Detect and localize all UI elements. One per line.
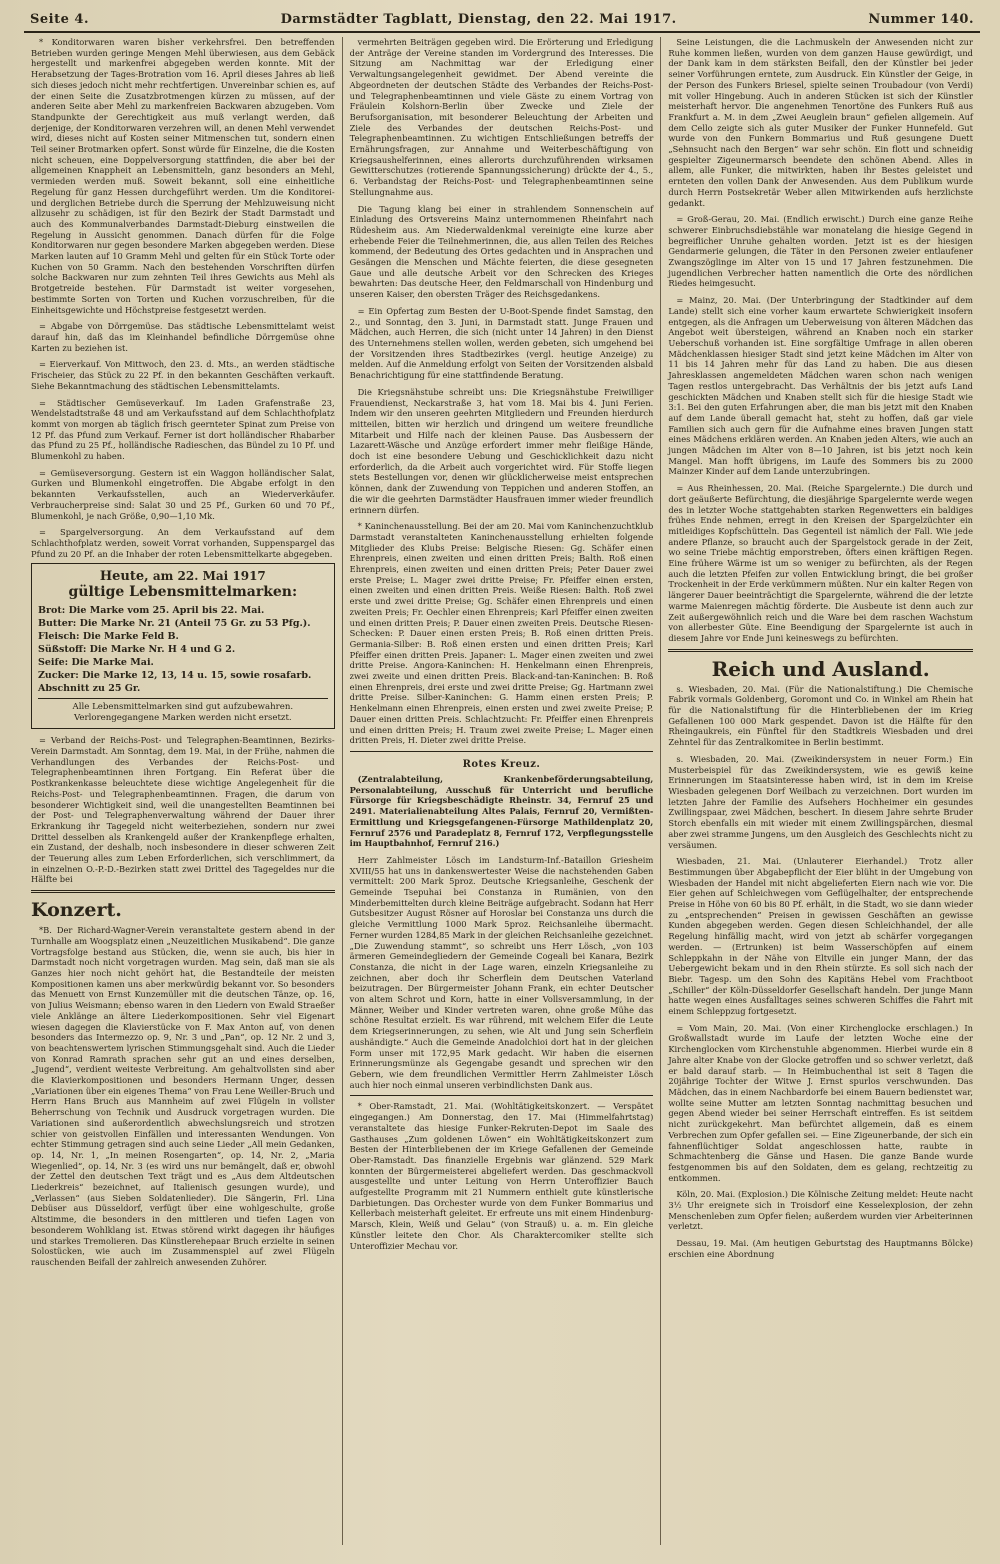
article-gemueseverkauf: = Städtischer Gemüseverkauf. Im Laden Grafenstraße 23, Wendelstadtstraße 48 und am Verkaufsstand auf dem Schlachthofplatz kommt von morgen ab täglich frisch geernteter Spinat zum Preise von 12 Pf. das Pfund zum Verkauf. Ferner ist dort holländischer Rhabarber das Pfund zu 25 Pf., holländische Radieschen, das Bündel zu 10 Pf. und Blumenkohl zu haben. bbox=[31, 397, 335, 462]
stamp-row-seife: Seife: Die Marke Mai. bbox=[38, 657, 154, 669]
page-number-label: Seite 4. bbox=[30, 12, 89, 27]
stamp-row-fleisch: Fleisch: Die Marke Feld B. bbox=[38, 631, 179, 643]
article-wiesbaden-eierhandel: Wiesbaden, 21. Mai. (Unlauterer Eierhandel.) Trotz aller Bestimmungen über Abgabepflicht der Eier blüht in der Umgebung von Wiesbaden der Handel mit nicht abgelieferten Eiern nach wie vor. Die Eier gehen auf Schleichwegen vom Geflügelhalter, der entsprechende Preise in Höhe von 60 bis 80 Pf. erhält, in die Stadt, wo sie dann wieder zu „entsprechenden“ Preisen in gewissen Geschäften an gewisse Kunden abgegeben werden. Gegen diesen Schleichhandel, der alle Regelung hinfällig macht, wird von jetzt ab schärfer vorgegangen werden. — (Ertrunken) ist beim Wasserschöpfen auf einem Schleppkahn in der Nähe von Eltville ein junger Mann, der das Uebergewicht bekam und in den Rhein stürzte. Es soll sich nach der Biebr. Tagesp. um den Sohn des Kapitäns Hebel vom Frachtboot „Schiller“ der Köln-Düsseldorfer Gesellschaft handeln. Der junge Mann hatte wegen eines Ausfalltages seines schweren Schiffes die Fahrt mit einem Schleppzug fortgesetzt. bbox=[668, 856, 973, 1017]
column-1 bbox=[24, 37, 343, 1545]
article-mainz: = Mainz, 20. Mai. (Der Unterbringung der Stadtkinder auf dem Lande) stellt sich eine vorher kaum erwartete Schwierigkeit insofern entgegen, als die Anfragen um Ueberweisung von älteren Mädchen das Angebot weit übersteigen, während an Knaben noch ein starker Ueberschuß vorhanden ist. Eine sorgfältige Umfrage in allen oberen Mädchenklassen hiesiger Stadt sind jetzt keine Mädchen im Alter von 11 bis 14 Jahren mehr für das Land zu haben. Die aus diesen Jahresklassen angemeldeten Mädchen waren schon nach wenigen Tagen restlos untergebracht. Das Verhältnis der bis jetzt aufs Land geschickten Mädchen und Knaben stellt sich für die hiesige Stadt wie 3:1. Bei den guten Erfahrungen aber, die man bis jetzt mit den Knaben auf dem Lande überall gemacht hat, steht zu hoffen, daß gar viele Familien sich auch gern für die Aufnahme eines braven Jungen statt eines Mädchens erklären werden. An Knaben jeden Alters, wie auch an jungen Mädchen im Alter von 8—10 Jahren, ist bis jetzt noch kein Mangel. Man hofft übrigens, im Laufe des Sommers bis zu 2000 Mainzer Kinder auf dem Lande unterzubringen. bbox=[668, 295, 973, 477]
article-verband-continued: vermehrten Beiträgen gegeben wird. Die Erörterung und Erledigung der Anträge der Vereine standen im Vordergrund des Interesses. Die Sitzung am Nachmittag war der Erledigung einer Verwaltungsangelegenheit gewidmet. Der Abend vereinte die Abgeordneten der deutschen Städte des Verbandes der Reichs-Post- und Telegraphenbeamtinnen und viele Gäste zu einem Vortrag von Fräulein Kolshorn-Berlin über Zwecke und Ziele der Berufsorganisation, mit besonderer Beleuchtung der Arbeiten und Ziele des Verbandes der deutschen Reichs-Post- und Telegraphenbeamtinnen. Zu wichtigen Entschließungen betreffs der Ernährungsfragen, zur Annahme und Weiterbeschäftigung von Kriegsaushelferinnen, eines allerorts durchzuführenden wirksamen Gewitterschutzes (rotierende Spannungssicherung) drückte der 4., 5., 6. Verbandstag der Reichs-Post- und Telegraphenbeamtinnen seine Stellungnahme aus. bbox=[349, 37, 654, 197]
article-doerrgemuese: = Abgabe von Dörrgemüse. Das städtische Lebensmittelamt weist darauf hin, daß das im Kleinhandel befindliche Dörrgemüse ohne Karten zu beziehen ist. bbox=[31, 321, 335, 353]
article-vom-main: = Vom Main, 20. Mai. (Von einer Kirchenglocke erschlagen.) In Großwallstadt wurde im Laufe der letzten Woche eine der Kirchenglocken vom Kirchenstuhle abgenommen. Hierbei wurde ein 8 Jahre alter Knabe von der Glocke getroffen und so schwer verletzt, daß er bald darauf starb. — In Heimbuchenthal ist seit 8 Tagen die 20jährige Tochter der Witwe J. Ernst spurlos verschwunden. Das Mädchen, das in einem Nachbardorfe bei einem Bauern bedienstet war, wollte seine Mutter am letzten Sonntag nachmittag besuchen und gegen Abend wieder bei seiner Herrschaft eintreffen. Es ist seitdem nicht zurückgekehrt. Man befürchtet allgemein, daß es einem Verbrechen zum Opfer gefallen sei. — Eine Zigeunerbande, der sich ein fahnenflüchtiger Soldat angeschlossen hatte, raubte in Schmachtenberg die Gänse und Hasen. Die ganze Bande wurde festgenommen bis auf den Soldaten, dem es gelang, rechtzeitig zu entkommen. bbox=[668, 1022, 973, 1183]
article-konzert: *B. Der Richard-Wagner-Verein veranstaltete gestern abend in der Turnhalle am Woogsplatz einen „Neuzeitlichen Musikabend“. Die ganze Vortragsfolge bestand aus Stücken, die, wenn sie auch, bis hier in Darmstadt noch nicht vorgetragen wurden. Mag sein, daß man sie als Ganzes hier noch nicht gehört hat, die Bestandteile der meisten Kompositionen kamen uns aber merkwürdig bekannt vor. So besonders das Menuett von Ernst Kunzemüller mit die deutschen Tänze, op. 16, von Julius Weismann; ebenso waren in den Liedern von Ewald Straeßer viele Anklänge an ältere Liederkompositionen. Sehr viel Eigenart wiesen dagegen die Klavierstücke von F. Max Anton auf, von denen besonders das Intermezzo op. 9, Nr. 3 und „Pan“, op. 12 Nr. 2 und 3, von beachtenswertem lyrischen Stimmungsgehalt sind. Auch die Lieder von Konrad Ramrath sprachen sehr gut an und eines derselben, „Jugend“, verdient weiteste Verbreitung. Am gehaltvollsten sind aber die Klavierkompositionen und besonders Hermann Unger, dessen „Variationen über ein eigenes Thema“ von Frau Lene Weiller-Bruch und Herrn Hans Bruch aus Mannheim auf zwei Flügeln in vollster Beherrschung von Technik und Ausdruck vorgetragen wurden. Die Variationen sind außerordentlich abwechslungsreich und strotzen schier von geistvollen Einfällen und interessanten Wendungen. Von echter Stimmung getragen sind auch seine Lieder „All mein Gedanken, op. 14, Nr. 1, „In meinen Rosengarten“, op. 14, Nr. 2, „Maria Wiegenlied“, op. 14, Nr. 3 (es wird uns nur bemängelt, daß er, obwohl der Zettel den deutschen Text trägt und es „Aus dem Altdeutschen Liederkreis“ bezeichnet, auf Italienisch gesungen wurde), und „Verlassen“ (aus Sieben Soldatenlieder). Die Sängerin, Frl. Lina Debüser aus Düsseldorf, verfügt über eine wohlgeschulte, große Altstimme, die besonders in den mittleren und tiefen Lagen von besonderem Wohlklang ist. Etwas störend wirkt dagegen ihr häufiges und starkes Tremolieren. Das Künstlerehepaar Bruch erzielte in seinen Solostücken, wie auch im Zusammenspiel auf zwei Flügeln rauschenden Beifall der zahlreich anwesenden Zuhörer. bbox=[31, 925, 335, 1267]
columns bbox=[24, 37, 980, 1545]
stamp-row-brot: Brot: Die Marke vom 25. April bis 22. Mai. bbox=[38, 605, 265, 617]
article-koeln: Köln, 20. Mai. (Explosion.) Die Kölnische Zeitung meldet: Heute nacht 3½ Uhr ereignete sich in Troisdorf eine Kesselexplosion, der zehn Menschenleben zum Opfer fielen; außerdem wurden vier Arbeiterinnen verletzt. bbox=[668, 1189, 973, 1232]
column-3 bbox=[661, 37, 980, 1545]
article-ober-ramstadt: * Ober-Ramstadt, 21. Mai. (Wohltätigkeitskonzert. — Verspätet eingegangen.) Am Donnerstag, den 17. Mai (Himmelfahrtstag) veranstaltete das hiesige Funker-Rekruten-Depot im Saale des Gasthauses „Zum goldenen Löwen“ ein Wohltätigkeitskonzert zum Besten der Hinterbliebenen der im Kriege Gefallenen der Gemeinde Ober-Ramstadt. Das finanzielle Ergebnis war glänzend. 529 Mark konnten der Bürgermeisterei abgeliefert werden. Das geschmackvoll ausgestellte und unter Leitung von Herrn Unteroffizier Bauch aufgestellte Programm mit 21 Nummern enthielt gute künstlerische Darbietungen. Das Orchester wurde von dem Funker Bommarius und Kellerbach meisterhaft geleitet. Er erfreute uns mit einem Hindenburg-Marsch, Klein, Weiß und Gelau“ (von Strauß) u. a. m. Ein gleiche Künstler leitete den Chor. Als Charaktercomiker stellte sich Unteroffizier Mechau vor. bbox=[349, 1101, 654, 1251]
issue-number: Nummer 140. bbox=[868, 12, 974, 27]
newspaper-title: Darmstädter Tagblatt, Dienstag, den 22. Mai 1917. bbox=[280, 12, 677, 27]
stamp-row-suessstoff: Süßstoff: Die Marke Nr. H 4 und G 2. bbox=[38, 644, 236, 656]
box-footer: Alle Lebensmittelmarken sind gut aufzubewahren. Verlorengegangene Marken werden nicht ersetzt. bbox=[38, 698, 328, 724]
article-gemueseversorgung: = Gemüseversorgung. Gestern ist ein Waggon holländischer Salat, Gurken und Blumenkohl eingetroffen. Die Abgabe erfolgt in den bekannten Verkaufsstellen, auch an Wiederverkäufer. Verbraucherpreise sind: Salat 30 und 25 Pf., Gurken 60 und 70 Pf., Blumenkohl, je nach Größe, 0,90—1,10 Mk. bbox=[31, 467, 335, 521]
article-gross-gerau: = Groß-Gerau, 20. Mai. (Endlich erwischt.) Durch eine ganze Reihe schwerer Einbruchsdiebstähle war monatelang die hiesige Gegend in begreiflicher Unruhe gehalten worden. Jetzt ist es der hiesigen Gendarmerie gelungen, die Täter in den Personen zweier entlaufener Zwangszöglinge im Alter von 15 und 17 Jahren festzunehmen. Die jugendlichen Verbrecher hatten namentlich die Orte des nördlichen Riedes heimgesucht. bbox=[668, 214, 973, 289]
article-eierverkauf: = Eierverkauf. Von Mittwoch, den 23. d. Mts., an werden städtische Frischeier, das Stück zu 22 Pf. in den bekannten Geschäften verkauft. Siehe Bekanntmachung des städtischen Lebensmittelamts. bbox=[31, 359, 335, 391]
article-wiesbaden-zwillinge: s. Wiesbaden, 20. Mai. (Zweikindersystem in neuer Form.) Ein Musterbeispiel für das Zweikindersystem, wie es gewiß keine Erinnerungen im Staatsinteresse haben wird, ist in dem im Kreise Wiesbaden gelegenen Dorf Weilbach zu verzeichnen. Dort wurden im letzten Jahre der Familie des Aufsehers Hochheimer ein gesundes Zwillingspaar, zwei Mädchen, beschert. In diesem Jahre sehrte Bruder Storch ebenfalls ein mit wieder mit einem Zwillingspärchen, diesmal aber zwei stramme Jungens, um den Ausgleich des Geschlechts nicht zu versäumen. bbox=[668, 753, 973, 850]
article-verband-post: = Verband der Reichs-Post- und Telegraphen-Beamtinnen, Bezirks-Verein Darmstadt. Am Sonntag, dem 19. Mai, in der Frühe, nahmen die Verhandlungen des Verbandes der Reichs-Post- und Telegraphenbeamtinnen ihren Fortgang. Ein Referat über die Postkrankenkasse beleuchtete diese wichtige Angelegenheit für die Reichs-Post- und Telegraphenbeamtinnen. Fragen, die darum von besonderer Wichtigkeit sind, weil die unangestellten Beamtinnen bei der Post- und Telegraphenverwaltung während der Dauer ihrer Erkrankung ihr Tagegeld nicht weiterbeziehen, sondern nur zwei Drittel desselben als Krankengeld außer der Krankenpflege erhalten, ein Zustand, der deshalb, noch insbesondere in dieser schweren Zeit der Teuerung alles zum Leben Erforderlichen, sich verschlimmert, da in einzelnen O.-P.-D.-Bezirken statt zwei Drittel des Tagegeldes nur die Hälfte bei bbox=[31, 735, 335, 885]
divider bbox=[350, 1095, 654, 1096]
page-header bbox=[24, 8, 980, 33]
divider bbox=[668, 649, 973, 652]
box-subtitle: gültige Lebensmittelmarken: bbox=[68, 584, 298, 601]
column-2 bbox=[343, 37, 662, 1545]
section-heading-rotes-kreuz: Rotes Kreuz. bbox=[462, 759, 541, 770]
article-konditorwaren: * Konditorwaren waren bisher verkehrsfrei. Den betreffenden Betrieben wurden geringe Mengen Mehl überwiesen, aus dem Gebäck hergestellt und markenfrei abgegeben werden konnte. Mit der Herabsetzung der Tages-Brotration vom 16. April dieses Jahres ab ließ sich dieses jedoch nicht mehr rechtfertigen. Unvereinbar schien es, auf der einen Seite die Zusatzbrotmengen kürzen zu müssen, auf der anderen Seite aber Mehl zu markenfreien Backwaren abzugeben. Vom Standpunkte der Gerechtigkeit aus muß verlangt werden, daß derjenige, der Konditorwaren verzehren will, an denen Mehl verwendet wird, dieses nicht auf Kosten seiner Mitmenschen tut, sondern einen Teil seiner Brotmarken opfert. Sonst würde für Einzelne, die die Kosten nicht scheuen, eine Doppelversorgung stattfinden, die aber bei der allgemeinen Knappheit an Lebensmitteln, ganz besonders an Mehl, vermieden werden muß. Soweit bekannt, soll eine einheitliche Regelung für ganz Hessen durchgeführt werden. Um die Konditorei- und derglichen Betriebe durch die Sperrung der Mehlzuweisung nicht allzusehr zu schädigen, ist für den Bezirk der Stadt Darmstadt und auch des Kommunalverbandes Darmstadt-Dieburg einstweilen die Regelung in Aussicht genommen. Danach dürfen für die Folge Konditorwaren nur gegen besondere Marken abgegeben werden. Diese Marken lauten auf 10 Gramm Mehl und gelten für ein Stück Torte oder Kuchen von 50 Gramm. Nach den bestehenden Vorschriften dürfen solche Backwaren nur zum zehnten Teil ihres Gewichts aus Mehl als Brotgetreide bestehen. Für Darmstadt ist weiter vorgesehen, bestimmte Sorten von Torten und Kuchen vorzuschreiben, für die Einheitsgewichte und Höchstpreise festgesetzt werden. bbox=[31, 37, 335, 315]
section-heading-konzert: Konzert. bbox=[31, 899, 122, 922]
article-rheinhessen: = Aus Rheinhessen, 20. Mai. (Reiche Spargelernte.) Die durch und dort geäußerte Befürchtung, die diesjährige Spargelernte werde wegen des in letzter Woche stattgehabten starken Regenwetters ein baldiges frühes Ende nehmen, erregt in den Kreisen der Spargelzüchter ein mitleidiges Kopfschütteln. Das Gegenteil ist nämlich der Fall. Wie jede andere Pflanze, so braucht auch der Spargelstock gerade in der Zeit, wo seine Triebe mächtig emporstreben, öfters einen kräftigen Regen. Eine frühere Wärme ist um so weniger zu befürchten, als der Regen auch die letzten Pfeifen zur vollen Entwicklung bringt, die bei großer Trockenheit in der Erde verkümmern müßten. Nur ein kalter Regen von längerer Dauer beeinträchtigt die Spargelernte, während die der letzte warme Maienregen mächtig förderte. Die Ausbeute ist denn auch zur Zeit außergewöhnlich reich und die Ware bei dem raschen Wachstum von allerbester Güte. Eine Beendigung der Spargelernte ist auch in diesem Jahre vor Ende Juni keineswegs zu befürchten. bbox=[668, 483, 973, 643]
ration-stamps-box bbox=[31, 563, 335, 729]
article-opfertag: = Ein Opfertag zum Besten der U-Boot-Spende findet Samstag, den 2., und Sonntag, den 3. Juni, in Darmstadt statt. Junge Frauen und Mädchen, auch Herren, die sich (nicht unter 14 Jahren) in den Dienst des Unternehmens stellen wollen, werden gebeten, sich umgehend bei der Vorsitzenden ihres Stadtbezirkes (vergl. heutige Anzeige) zu melden. Auf die Anmeldung erfolgt von Seiten der Vorsitzenden alsbald Benachrichtigung für eine stattfindende Beratung. bbox=[349, 305, 654, 381]
box-title: Heute, am 22. Mai 1917 bbox=[99, 569, 266, 585]
stamp-row-butter: Butter: Die Marke Nr. 21 (Anteil 75 Gr. zu 53 Pfg.). bbox=[38, 618, 311, 630]
article-konzert-continued: Seine Leistungen, die die Lachmuskeln der Anwesenden nicht zur Ruhe kommen ließen, wurden von dem ganzen Hause gewürdigt, und der Dank kam in dem stärksten Beifall, den der Künstler bei jeder seiner Vorführungen erntete, zum Ausdruck. Ein Künstler der Geige, in der Person des Funkers Briesel, spielte seinen Troubadour (von Verdi) mit voller Hingebung. Auch in anderen Stücken ist sich der Künstler meisterhaft hervor. Die angenehmen Tenortöne des Funkers Ruß aus Frankfurt a. M. in dem „Zwei Aeuglein braun“ gefielen allgemein. Auf dem Cello zeigte sich als guter Musiker der Funker Hunnefeld. Gut wurde von den Funkern Bommarius und Ruß gesungene Duett „Sehnsucht nach den Bergen“ war sehr schön. Ein flott und schneidig gespielter Zigeunermarsch beendete den schönen Abend. Alles in allem, alle Funker, die mitwirkten, haben ihr Bestes geleistet und ernteten den vollen Dank der Anwesenden. Aus dem Publikum wurde durch Herrn Postsekretär Weber allen Mitwirkenden aufs herzlichste gedankt. bbox=[668, 37, 973, 208]
article-spargelversorgung: = Spargelversorgung. An dem Verkaufsstand auf dem Schlachthofplatz werden, soweit Vorrat vorhanden, Suppenspargel das Pfund zu 20 Pf. an die Inhaber der roten Lebensmittelkarte abgegeben. bbox=[31, 527, 335, 559]
article-wiesbaden-stiftung: s. Wiesbaden, 20. Mai. (Für die Nationalstiftung.) Die Chemische Fabrik vormals Goldenberg, Goromont und Co. in Winkel am Rhein hat für die Nationalstiftung für die Hinterbliebenen der im Krieg Gefallenen 100 000 Mark gespendet. Davon ist die Hälfte für den Rheingaukreis, ein Fünftel für den Stadtkreis Wiesbaden und drei Zehntel für das Zentralkomitee in Berlin bestimmt. bbox=[668, 683, 973, 748]
rotes-kreuz-intro: (Zentralabteilung, Krankenbeförderungsabteilung, Personalabteilung, Ausschuß für Unterricht und berufliche Fürsorge für Kriegsbeschädigte Rheinstr. 34, Fernruf 25 und 2491. Materialienabteilung Altes Palais, Fernruf 20, Vermißten-Ermittlung und Kriegsgefangenen-Fürsorge Mathildenplatz 20, Fernruf 2576 und Paradeplatz 8, Fernruf 172, Verpflegungsstelle im Hauptbahnhof, Fernruf 216.) bbox=[349, 774, 654, 849]
divider bbox=[31, 890, 335, 893]
article-tagung: Die Tagung klang bei einer in strahlendem Sonnenschein auf Einladung des Ortsvereins Mainz unternommenen Rheinfahrt nach Rüdesheim aus. Am Niederwaldenkmal vereinigte eine kurze aber erhebende Feier die Teilnehmerinnen, die, aus allen Teilen des Reiches kommend, der Bedeutung des Ortes gedachten und in Ansprachen und Gesängen die Menschen und Mächte feierten, die diese gesegneten Gaue und alle deutsche Arbeit vor den Schrecken des Krieges bewahrten: Das deutsche Heer, den Feldmarschall von Hindenburg und unseren Kaiser, den obersten Träger des Reichsgedankens. bbox=[349, 203, 654, 300]
stamp-row-zucker: Zucker: Die Marke 12, 13, 14 u. 15, sowie rosafarb. Abschnitt zu 25 Gr. bbox=[38, 670, 312, 695]
article-kriegsnaehstube: Die Kriegsnähstube schreibt uns: Die Kriegsnähstube Freiwilliger Frauendienst, Neckarstraße 3, hat vom 18. Mai bis 4. Juni Ferien. Indem wir den unseren geehrten Mitgliedern und Freunden hierdurch mitteilen, bitten wir herzlich und dringend um weitere freundliche Mitarbeit und Hilfe nach der kleinen Pause. Das Ausbessern der Lazarett-Wäsche und Anzüge erfordert immer mehr fleißige Hände, doch ist eine besondere Uebung und Geschicklichkeit dazu nicht erforderlich, da die Arbeit auch vorgerichtet wird. Für Stoffe liegen stets Bestellungen vor, denen wir glücklicherweise meist entsprechen können, dank der Zuwendung von Teppichen und anderen Stoffen, an die wir die geehrten Darmstädter Hausfrauen immer wieder freundlich erinnern dürfen. bbox=[349, 386, 654, 515]
divider bbox=[350, 751, 654, 752]
article-kaninchenausstellung: * Kaninchenausstellung. Bei der am 20. Mai vom Kaninchenzuchtklub Darmstadt veranstalteten Kaninchenausstellung erhielten folgende Mitglieder des Klubs Preise: Belgische Riesen: Gg. Schäfer einen Ehrenpreis, einen zweiten und einen dritten Preis; Balth. Roß einen Ehrenpreis, einen zweiten und einen dritten Preis; Peter Dauer zwei erste Preise; L. Mager zwei dritte Preise; Fr. Pfeiffer einen ersten, einen zweiten und einen dritten Preis. Weiße Riesen: Balth. Roß zwei erste und zwei dritte Preise; Gg. Schäfer einen Ehrenpreis und einen zweiten Preis; Fr. Oechler einen Ehrenpreis; Karl Pfeiffer einen zweiten und einen dritten Preis; P. Dauer einen zweiten Preis. Deutsche Riesen-Schecken: P. Dauer einen ersten Preis; B. Roß einen dritten Preis. Germania-Silber: B. Roß einen ersten und einen dritten Preis; Karl Pfeiffer einen dritten Preis. Japaner: L. Mager einen zweiten und zwei dritte Preise. Angora-Kaninchen: H. Henkelmann einen Ehrenpreis, zwei zweite und einen dritten Preis. Black-and-tan-Kaninchen: B. Roß einen Ehrenpreis, drei erste und zwei dritte Preise; Gg. Hartmann zwei dritte Preise. Silber-Kaninchen: G. Hamm einen ersten Preis; P. Henkelmann einen Ehrenpreis, einen ersten und zwei zweite Preise; P. Dauer einen dritten Preis. Schlachtzucht: Fr. Pfeiffer einen Ehrenpreis und einen dritten Preis; H. Traum zwei zweite Preise; L. Mager einen dritten Preis, H. Dieter zwei dritte Preise. bbox=[349, 521, 654, 746]
section-heading-reich-und-ausland: Reich und Ausland. bbox=[711, 656, 930, 681]
article-rotes-kreuz: Herr Zahlmeister Lösch im Landsturm-Inf.-Bataillon Griesheim XVIII/55 hat uns in dankenswertester Weise die nachstehenden Gaben vermittelt: 200 Mark 5proz. Deutsche Kriegsanleihe, Geschenk der Gemeinde Tsepuhai bei Constanza in Rumänien, von den Minderbemittelten durch kleine Beiträge aufgebracht. Sodann hat Herr Gutsbesitzer August Rösner auf Horoslar bei Constanza uns durch die gleiche Vermittlung 1000 Mark 5proz. Reichsanleihe übermacht. Ferner wurden 1284,85 Mark in der gleichen Reichsanleihe gezeichnet. „Die Zuwendung stammt“, so schreibt uns Herr Lösch, „von 103 ärmeren Gemeindegliedern der Gemeinde Cogeali bei Kanara, Bezirk Constanza, die nicht in der Lage waren, einzeln Kriegsanleihe zu zeichnen, aber doch ihr Scherflein dem Deutschen Vaterland beizutragen. Der Bürgermeister Johann Frank, ein echter Deutscher von altem Schrot und Korn, hatte in einer Vollsversammlung, in der Männer, Weiber und Kinder vertreten waren, ohne große Mühe das schöne Resultat erzielt. Es war rührend, mit welchem Eifer die Leute dem Kriegserinnerungen, zu sehen, wie Alt und Jung sein Scherflein aushändigte.“ Auch die Gemeinde Anadolchioi dort hat in der gleichen Form unser mit 172,95 Mark gedacht. Wir haben die eisernen Erinnerungsmünze als Gegengabe gesandt und sprechen wir den Gebern, wie dem freundlichen Vermittler Herrn Zahlmeister Lösch auch hier noch einmal unseren verbindlichsten Dank aus. bbox=[349, 854, 654, 1090]
article-dessau: Dessau, 19. Mai. (Am heutigen Geburtstag des Hauptmanns Bölcke) erschien eine Abordnung bbox=[668, 1238, 973, 1259]
